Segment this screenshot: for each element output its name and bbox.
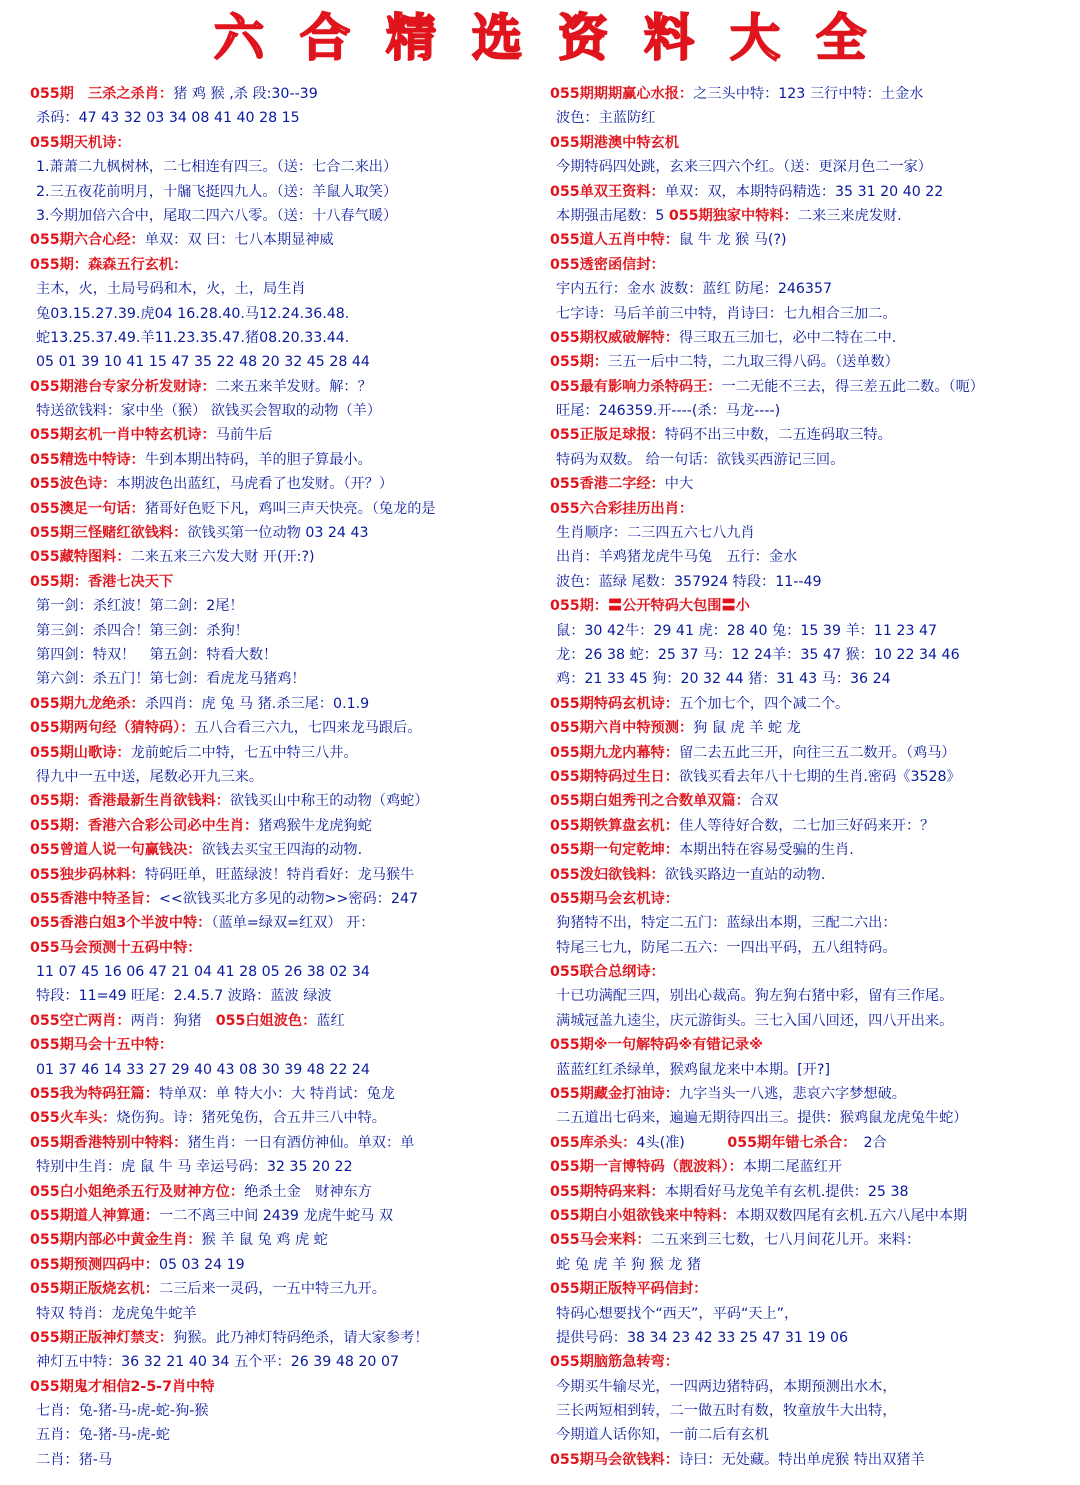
text-line <box>30 1448 535 1472</box>
text-line <box>30 1399 535 1423</box>
body-text: 05 03 24 19 <box>158 1256 245 1273</box>
heading-label: 055期特码过生日： <box>550 768 679 785</box>
body-text: 欲钱去买宝王四海的动物. <box>201 842 363 859</box>
heading-label: 055期：〓公开特码大包围〓小 <box>550 598 750 615</box>
text-line <box>550 1399 1070 1423</box>
body-text: 欲钱买路边一直站的动物. <box>664 866 826 883</box>
section-heading-line <box>30 1106 535 1130</box>
body-text: 特码不出三中数，二五连码取三特。 <box>664 427 892 444</box>
body-text: 今期特码四处跳，玄来三四六个红。（送：更深月色二一家） <box>556 159 932 176</box>
heading-label: 055期六肖中特预测： <box>550 720 694 737</box>
body-text: 蛇 兔 虎 羊 狗 猴 龙 猪 <box>556 1256 702 1273</box>
body-text: 一二不离三中间 2439 龙虎牛蛇马 双 <box>158 1207 394 1224</box>
text-line <box>550 521 1070 545</box>
body-text: 本期二尾蓝红开 <box>742 1159 843 1176</box>
heading-label: 055期年错七杀合： <box>727 1134 850 1151</box>
text-line <box>550 204 1070 228</box>
text-line <box>30 1155 535 1179</box>
body-text: 05 01 39 10 41 15 47 35 22 48 20 32 45 28 44 <box>36 354 370 371</box>
body-text: 佳人等待好合数，二七加三好码来开：？ <box>678 817 935 834</box>
section-heading-line <box>550 1155 1070 1179</box>
section-heading-line <box>30 1326 535 1350</box>
body-text: 2合 <box>849 1134 887 1151</box>
body-text: 提供号码：38 34 23 42 33 25 47 31 19 06 <box>556 1329 849 1346</box>
body-text: 得三取五三加七，必中二特在二中. <box>678 329 897 346</box>
section-heading-line <box>30 1180 535 1204</box>
body-text: 出肖：羊鸡猪龙虎牛马兔 五行：金水 <box>556 549 798 566</box>
body-text: 生肖顺序：二三四五六七八九肖 <box>556 525 755 542</box>
heading-label: 055期特码来料： <box>550 1183 665 1200</box>
heading-label: 055期六合心经： <box>30 232 145 249</box>
heading-label: 055白姐波色： <box>215 1012 317 1029</box>
body-text: 1.萧萧二九枫树林，二七相连有四三。（送：七合二来出） <box>36 159 398 176</box>
body-text: 二五来到三七数，七八月间花儿开。来料： <box>650 1232 921 1249</box>
section-heading-line <box>30 472 535 496</box>
section-heading-line <box>30 1253 535 1277</box>
section-heading-line <box>550 1204 1070 1228</box>
heading-label: 055期天机诗： <box>30 134 131 151</box>
section-heading-line <box>30 1204 535 1228</box>
body-text: 猪生肖：一日有酒仿神仙。单双：单 <box>187 1134 415 1151</box>
section-heading-line <box>30 863 535 887</box>
text-line <box>550 545 1070 569</box>
section-heading-line <box>30 887 535 911</box>
section-heading-line <box>30 692 535 716</box>
body-text: <<欲钱买北方多见的动物>>密码：247 <box>158 890 419 907</box>
heading-label: 055期※一句解特码※有错记录※ <box>550 1037 763 1054</box>
body-text: 二来五来羊发财。解：？ <box>215 378 372 395</box>
heading-label: 055期道人神算通： <box>30 1207 159 1224</box>
title-char: 大 <box>730 8 780 67</box>
body-text: 欲钱买山中称王的动物（鸡蛇） <box>229 793 429 810</box>
section-heading-line <box>30 521 535 545</box>
body-text: 牛到本期出特码，羊的胆子算最小。 <box>144 451 372 468</box>
body-text: 烧伤狗。诗：猪死兔伤，合五井三八中特。 <box>116 1110 386 1127</box>
body-text: 龙前蛇后二中特，七五中特三八井。 <box>130 744 358 761</box>
right-column <box>550 82 1070 1472</box>
heading-label: 055正版足球报： <box>550 427 665 444</box>
title-char: 六 <box>214 8 264 67</box>
heading-label: 055期白小姐欲钱来中特料： <box>550 1207 736 1224</box>
section-heading-line <box>30 131 535 155</box>
text-line <box>550 1106 1070 1130</box>
section-heading-line <box>550 1131 1070 1155</box>
heading-label: 055期藏金打油诗： <box>550 1086 679 1103</box>
body-text: 龙：26 38 蛇：25 37 马：12 24羊：35 47 猴：10 22 34 46 <box>556 646 960 663</box>
section-heading-line <box>550 326 1070 350</box>
heading-label: 055火车头： <box>30 1110 117 1127</box>
section-heading-line <box>550 814 1070 838</box>
body-text: 杀码：47 43 32 03 34 08 41 40 28 15 <box>36 110 300 127</box>
text-line <box>550 1253 1070 1277</box>
body-text: 2.三五夜花前明月，十牖飞挺四九人。（送：羊鼠人取笑） <box>36 183 398 200</box>
body-text: 三五一后中二特，二九取三得八码。（送单数） <box>608 354 899 371</box>
body-text: 满城冠盖九逵尘，庆元游街头。三七入国八回还，四八开出来。 <box>556 1012 954 1029</box>
text-line <box>30 984 535 1008</box>
body-text: 本期双数四尾有玄机.五六八尾中本期 <box>735 1207 968 1224</box>
body-text: 神灯五中特：36 32 21 40 34 五个平：26 39 48 20 07 <box>36 1354 399 1371</box>
text-line <box>30 667 535 691</box>
section-heading-line <box>30 1375 535 1399</box>
heading-label: 055期 三杀之杀肖： <box>30 86 174 102</box>
title-char: 料 <box>644 8 694 67</box>
body-text: 鼠 牛 龙 猴 马(?) <box>678 232 787 249</box>
section-heading-line <box>550 497 1070 521</box>
body-text: 01 37 46 14 33 27 29 40 43 08 30 39 48 22 24 <box>36 1061 370 1078</box>
body-text: 蛇13.25.37.49.羊11.23.35.47.猪08.20.33.44. <box>36 329 350 346</box>
heading-label: 055期期期赢心水报： <box>550 86 694 102</box>
section-heading-line <box>30 82 535 106</box>
heading-label: 055香港二字经： <box>550 476 665 493</box>
body-text: 特码旺单，旺蓝绿波！特肖看好：龙马猴牛 <box>144 866 415 883</box>
heading-label: 055期脑筋急转弯： <box>550 1354 679 1371</box>
body-text: 特送欲钱料：家中坐（猴） 欲钱买会智取的动物（羊） <box>36 403 382 420</box>
body-text: 二三后来一灵码，一五中特三九开。 <box>158 1281 386 1298</box>
section-heading-line <box>550 692 1070 716</box>
section-heading-line <box>30 789 535 813</box>
body-text: 十已功满配三四，别出心裁高。狗左狗右猪中彩，留有三作尾。 <box>556 988 954 1005</box>
heading-label: 055期港台专家分析发财诗： <box>30 378 216 395</box>
text-line <box>550 155 1070 179</box>
body-text: 本期波色出蓝红，马虎看了也发财。（开？） <box>116 476 394 493</box>
section-heading-line <box>550 1277 1070 1301</box>
section-heading-line <box>30 1131 535 1155</box>
section-heading-line <box>550 741 1070 765</box>
heading-label: 055独步码林料： <box>30 866 145 883</box>
section-heading-line <box>30 228 535 252</box>
body-text: 特码为双数。 给一句话：欲钱买西游记三回。 <box>556 451 845 468</box>
section-heading-line <box>550 1082 1070 1106</box>
heading-label: 055泼妇欲钱料： <box>550 866 665 883</box>
heading-label: 055期：森森五行玄机： <box>30 256 188 273</box>
section-heading-line <box>30 814 535 838</box>
heading-label: 055期山歌诗： <box>30 744 131 761</box>
section-heading-line <box>550 863 1070 887</box>
body-text: 留二去五此三开，向往三五二数开。（鸡马） <box>678 744 956 761</box>
body-text: 本期看好马龙兔羊有玄机.提供：25 38 <box>664 1183 909 1200</box>
text-line <box>30 180 535 204</box>
body-text: 旺尾：246359.开----(杀：马龙----) <box>556 403 781 420</box>
heading-label: 055联合总纲诗： <box>550 964 665 981</box>
heading-label: 055期正版神灯禁支： <box>30 1329 174 1346</box>
body-text: 11 07 45 16 06 47 21 04 41 28 05 26 38 02 34 <box>36 964 370 981</box>
heading-label: 055期玄机一肖中特玄机诗： <box>30 427 216 444</box>
body-text: 本期出特在容易受骗的生肖. <box>678 842 854 859</box>
text-line <box>30 1423 535 1447</box>
section-heading-line <box>550 1448 1070 1472</box>
page-title <box>0 8 1080 68</box>
section-heading-line <box>30 911 535 935</box>
body-text: 宇内五行：金水 波数：蓝红 防尾：246357 <box>556 281 832 298</box>
body-text: 五八合看三六九，七四来龙马跟后。 <box>194 720 422 737</box>
body-text: 马前牛后 <box>215 427 273 444</box>
section-heading-line <box>30 936 535 960</box>
section-heading-line <box>550 228 1070 252</box>
heading-label: 055马会预测十五码中特： <box>30 939 202 956</box>
section-heading-line <box>550 180 1070 204</box>
section-heading-line <box>30 1082 535 1106</box>
text-line <box>550 1302 1070 1326</box>
heading-label: 055透密函信封： <box>550 256 665 273</box>
text-line <box>30 765 535 789</box>
heading-label: 055我为特码狂篇： <box>30 1086 159 1103</box>
body-text: 猪 鸡 猴 ,杀 段:30--39 <box>173 86 318 102</box>
heading-label: 055期白姐秀刊之合数单双篇： <box>550 793 750 810</box>
heading-label: 055白小姐绝杀五行及财神方位： <box>30 1183 245 1200</box>
heading-label: 055澳足一句话： <box>30 500 145 517</box>
body-text: 合双 <box>749 793 779 810</box>
heading-label: 055期两句经（猜特码）： <box>30 720 195 737</box>
section-heading-line <box>30 375 535 399</box>
section-heading-line <box>550 838 1070 862</box>
text-line <box>30 277 535 301</box>
heading-label: 055期港澳中特玄机 <box>550 134 679 151</box>
heading-label: 055期正版烧玄机： <box>30 1281 159 1298</box>
text-line <box>550 448 1070 472</box>
body-text: 五肖：兔-猪-马-虎-蛇 <box>36 1427 170 1444</box>
heading-label: 055藏特图料： <box>30 549 131 566</box>
section-heading-line <box>550 1228 1070 1252</box>
section-heading-line <box>30 1033 535 1057</box>
heading-label: 055香港中特圣旨： <box>30 890 159 907</box>
text-line <box>30 204 535 228</box>
body-text: 兔03.15.27.39.虎04 16.28.40.马12.24.36.48. <box>36 305 350 322</box>
body-text: 二来三来虎发财. <box>797 207 902 224</box>
text-line <box>30 643 535 667</box>
body-text: 猴 羊 鼠 兔 鸡 虎 蛇 <box>201 1232 328 1249</box>
body-text: 七肖：兔-猪-马-虎-蛇-狗-猴 <box>36 1403 209 1420</box>
heading-label: 055单双王资料： <box>550 183 665 200</box>
heading-label: 055道人五肖中特： <box>550 232 679 249</box>
body-text: 狗猴。此乃神灯特码绝杀，请大家参考！ <box>173 1329 429 1346</box>
text-line <box>550 277 1070 301</box>
body-text: 两肖：狗猪 <box>130 1012 216 1029</box>
body-text: 二来五来三六发大财 开(开:?) <box>130 549 315 566</box>
heading-label: 055期鬼才相信2-5-7肖中特 <box>30 1378 215 1395</box>
body-text: 主木，火，土局号码和木，火，土，局生肖 <box>36 281 306 298</box>
section-heading-line <box>550 375 1070 399</box>
body-text: 特段：11=49 旺尾：2.4.5.7 波路：蓝波 绿波 <box>36 988 332 1005</box>
body-text: 第三剑：杀四合！第三剑：杀狗！ <box>36 622 249 639</box>
text-line <box>550 1058 1070 1082</box>
heading-label: 055期铁算盘玄机： <box>550 817 679 834</box>
heading-label: 055期一言博特码（靓波料）： <box>550 1159 743 1176</box>
body-text: 鸡：21 33 45 狗：20 32 44 猪：31 43 马：36 24 <box>556 671 891 688</box>
body-text: 鼠：30 42牛：29 41 虎：28 40 兔：15 39 羊：11 23 47 <box>556 622 938 639</box>
body-text: 单双：双，本期特码精选：35 31 20 40 22 <box>664 183 944 200</box>
section-heading-line <box>30 497 535 521</box>
body-text: 3.今期加倍六合中，尾取二四六八零。（送：十八春气暖） <box>36 207 398 224</box>
body-text: （蓝单=绿双=红双） 开： <box>211 915 375 932</box>
body-text: 二五道出七码来，遍遍无期待四出三。提供：猴鸡鼠龙虎兔牛蛇） <box>556 1110 968 1127</box>
body-text: 蓝蓝红红杀绿单，猴鸡鼠龙来中本期。[开?] <box>556 1061 830 1078</box>
body-text: 欲钱买看去年八十七期的生肖.密码《3528》 <box>678 768 961 785</box>
text-line <box>30 302 535 326</box>
heading-label: 055香港白姐3个半波中特： <box>30 915 212 932</box>
heading-label: 055期内部必中黄金生肖： <box>30 1232 202 1249</box>
body-text: 猪鸡猴牛龙虎狗蛇 <box>258 817 372 834</box>
body-text: 特双 特肖：龙虎兔牛蛇羊 <box>36 1305 197 1322</box>
section-heading-line <box>550 1350 1070 1374</box>
text-line <box>550 1375 1070 1399</box>
left-column <box>30 82 535 1472</box>
text-line <box>550 1423 1070 1447</box>
heading-label: 055期马会十五中特： <box>30 1037 174 1054</box>
section-heading-line <box>30 423 535 447</box>
text-line <box>30 155 535 179</box>
body-text: 今期买牛输尽光，一四两边猪特码，本期预测出水木， <box>556 1378 897 1395</box>
body-text: 七字诗：马后羊前三中特，肖诗曰：七九相合三加二。 <box>556 305 897 322</box>
section-heading-line <box>30 545 535 569</box>
text-line <box>550 911 1070 935</box>
heading-label: 055期：香港六合彩公司必中生肖： <box>30 817 259 834</box>
text-line <box>550 302 1070 326</box>
section-heading-line <box>30 716 535 740</box>
text-line <box>30 1058 535 1082</box>
body-text: 绝杀土金 财神东方 <box>244 1183 372 1200</box>
body-text: 波色：蓝绿 尾数：357924 特段：11--49 <box>556 573 822 590</box>
heading-label: 055期九龙内幕特： <box>550 744 679 761</box>
text-line <box>30 326 535 350</box>
heading-label: 055期三怪赌红欲钱料： <box>30 525 188 542</box>
heading-label: 055期马会欲钱料： <box>550 1451 679 1468</box>
text-line <box>30 960 535 984</box>
body-text: 特码心想要找个“西天”，平码“天上”， <box>556 1305 799 1322</box>
section-heading-line <box>550 350 1070 374</box>
section-heading-line <box>30 1277 535 1301</box>
body-text: 单双：双 曰：七八本期显神威 <box>144 232 334 249</box>
text-line <box>30 350 535 374</box>
title-char: 全 <box>816 8 866 67</box>
section-heading-line <box>550 716 1070 740</box>
text-line <box>550 106 1070 130</box>
body-text: 4头(准) <box>636 1134 728 1151</box>
heading-label: 055曾道人说一句赢钱决： <box>30 842 202 859</box>
heading-label: 055波色诗： <box>30 476 117 493</box>
body-text: 特单双：单 特大小：大 特肖试：兔龙 <box>158 1086 395 1103</box>
title-char: 资 <box>558 8 608 67</box>
text-line <box>30 399 535 423</box>
heading-label: 055期权威破解特： <box>550 329 679 346</box>
text-line <box>30 619 535 643</box>
section-heading-line <box>550 253 1070 277</box>
body-text: 欲钱买第一位动物 03 24 43 <box>187 525 369 542</box>
text-line <box>30 106 535 130</box>
section-heading-line <box>30 1228 535 1252</box>
section-heading-line <box>30 570 535 594</box>
heading-label: 055马会来料： <box>550 1232 651 1249</box>
heading-label: 055期： <box>550 354 608 371</box>
text-line <box>550 570 1070 594</box>
body-text: 三长两短相到转，二一做五时有数，牧童放牛大出特， <box>556 1403 897 1420</box>
body-text: 诗曰：无处藏。特出单虎猴 特出双猪羊 <box>678 1451 925 1468</box>
section-heading-line <box>30 838 535 862</box>
text-line <box>550 643 1070 667</box>
heading-label: 055期九龙绝杀： <box>30 695 145 712</box>
body-text: 蓝红 <box>316 1012 345 1029</box>
section-heading-line <box>550 1033 1070 1057</box>
body-text: 波色：主蓝防红 <box>556 110 656 127</box>
heading-label: 055期特码玄机诗： <box>550 695 679 712</box>
heading-label: 055期香港特别中特料： <box>30 1134 188 1151</box>
body-text: 得九中一五中送，尾数必开九三来。 <box>36 768 264 785</box>
section-heading-line <box>550 1180 1070 1204</box>
body-text: 狗猪特不出，特定二五门：蓝绿出本期，三配二六出： <box>556 915 897 932</box>
heading-label: 055库杀头： <box>550 1134 637 1151</box>
body-text: 猪哥好色贬下凡，鸡叫三声天快亮。（兔龙的是 <box>144 500 436 517</box>
body-text: 一二无能不三去，得三差五此二数。（呃） <box>721 378 984 395</box>
body-text: 第四剑：特双！ 第五剑：特看大数！ <box>36 646 278 663</box>
section-heading-line <box>550 594 1070 618</box>
body-text: 中大 <box>664 476 694 493</box>
body-text: 二肖：猪-马 <box>36 1451 113 1468</box>
heading-label: 055期：香港最新生肖欲钱料： <box>30 793 230 810</box>
section-heading-line <box>550 423 1070 447</box>
heading-label: 055六合彩挂历出肖： <box>550 500 694 517</box>
body-text: 第六剑：杀五门！第七剑：看虎龙马猪鸡！ <box>36 671 306 688</box>
title-char: 选 <box>472 8 522 67</box>
heading-label: 055期预测四码中： <box>30 1256 159 1273</box>
body-text: 本期强击尾数：5 <box>556 207 669 224</box>
body-text: 今期道人话你知，一前二后有玄机 <box>556 1427 769 1444</box>
heading-label: 055期：香港七决天下 <box>30 573 174 590</box>
section-heading-line <box>30 253 535 277</box>
text-line <box>550 667 1070 691</box>
body-text: 特别中生肖：虎 鼠 牛 马 幸运号码：32 35 20 22 <box>36 1159 353 1176</box>
section-heading-line <box>550 789 1070 813</box>
section-heading-line <box>30 1009 535 1033</box>
heading-label: 055期一句定乾坤： <box>550 842 679 859</box>
section-heading-line <box>550 472 1070 496</box>
heading-label: 055精选中特诗： <box>30 451 145 468</box>
body-text: 九字当头一八逃，悲哀六字梦想破。 <box>678 1086 906 1103</box>
text-line <box>550 1009 1070 1033</box>
body-text: 特尾三七九，防尾二五六：一四出平码，五八组特码。 <box>556 939 897 956</box>
title-char: 合 <box>300 8 350 67</box>
body-text: 第一剑：杀红波！第二剑：2尾！ <box>36 598 244 615</box>
text-line <box>550 1326 1070 1350</box>
heading-label: 055期正版特平码信封： <box>550 1281 708 1298</box>
text-line <box>550 936 1070 960</box>
heading-label: 055期马会玄机诗： <box>550 890 679 907</box>
text-line <box>550 619 1070 643</box>
section-heading-line <box>550 131 1070 155</box>
text-line <box>30 594 535 618</box>
heading-label: 055空亡两肖： <box>30 1012 131 1029</box>
title-char: 精 <box>386 8 436 67</box>
section-heading-line <box>550 765 1070 789</box>
heading-label: 055最有影响力杀特码王： <box>550 378 722 395</box>
body-text: 五个加七个，四个减二个。 <box>678 695 850 712</box>
section-heading-line <box>550 82 1070 106</box>
section-heading-line <box>550 960 1070 984</box>
text-line <box>30 1350 535 1374</box>
text-line <box>550 399 1070 423</box>
text-line <box>550 984 1070 1008</box>
section-heading-line <box>30 741 535 765</box>
section-heading-line <box>550 887 1070 911</box>
section-heading-line <box>30 448 535 472</box>
body-text: 之三头中特：123 三行中特：土金水 <box>693 86 924 102</box>
body-text: 狗 鼠 虎 羊 蛇 龙 <box>693 720 801 737</box>
heading-label: 055期独家中特料： <box>668 207 798 224</box>
text-line <box>30 1302 535 1326</box>
body-text: 杀四肖：虎 兔 马 猪.杀三尾：0.1.9 <box>144 695 370 712</box>
